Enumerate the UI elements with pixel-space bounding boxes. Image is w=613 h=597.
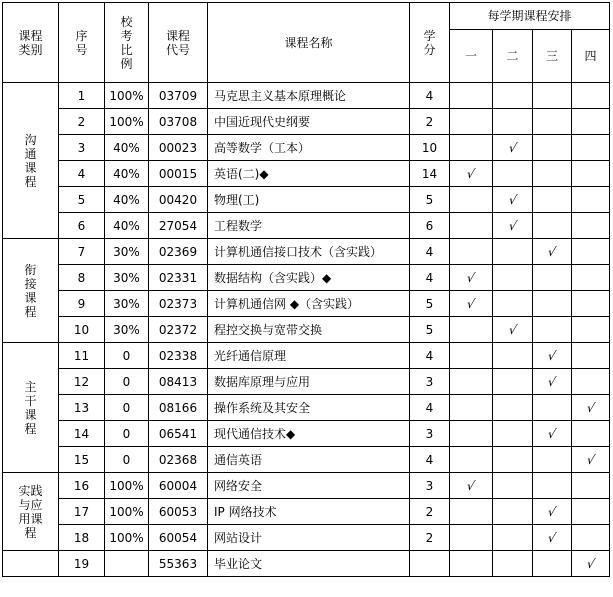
semester-3-cell — [533, 83, 572, 109]
semester-3-cell — [533, 291, 572, 317]
semester-1-cell — [450, 369, 493, 395]
check-mark-icon: √ — [507, 140, 518, 155]
semester-3-cell — [533, 473, 572, 499]
header-seq — [59, 3, 105, 83]
semester-4-cell — [572, 161, 610, 187]
course-credit: 4 — [410, 265, 450, 291]
check-mark-icon: √ — [465, 270, 477, 285]
semester-3-cell — [533, 525, 572, 551]
course-name: 网站设计 — [208, 525, 410, 551]
course-row — [3, 395, 610, 421]
course-name: IP 网络技术 — [208, 499, 410, 525]
course-seq: 11 — [59, 343, 105, 369]
check-mark-icon: √ — [546, 426, 558, 441]
semester-3-header: 三 — [533, 30, 572, 83]
course-ratio: 40% — [105, 213, 149, 239]
semester-2-cell — [493, 473, 533, 499]
course-ratio: 100% — [105, 499, 149, 525]
course-credit: 3 — [410, 369, 450, 395]
course-ratio: 30% — [105, 317, 149, 343]
course-ratio: 100% — [105, 473, 149, 499]
semester-3-cell — [533, 161, 572, 187]
course-code: 27054 — [149, 213, 208, 239]
course-name: 程控交换与宽带交换 — [208, 317, 410, 343]
course-name: 计算机通信网 ◆（含实践） — [208, 291, 410, 317]
course-seq: 10 — [59, 317, 105, 343]
semester-3-cell — [533, 135, 572, 161]
course-credit: 2 — [410, 525, 450, 551]
category-cell — [3, 551, 59, 577]
course-code: 02372 — [149, 317, 208, 343]
semester-4-cell — [572, 473, 610, 499]
semester-4-cell — [572, 343, 610, 369]
course-row — [3, 369, 610, 395]
check-mark-icon: √ — [585, 556, 596, 571]
course-name: 英语(二)◆ — [208, 161, 410, 187]
semester-1-cell — [450, 551, 493, 577]
check-mark-icon: √ — [546, 374, 558, 389]
semester-1-cell — [450, 317, 493, 343]
course-credit: 4 — [410, 343, 450, 369]
course-seq: 12 — [59, 369, 105, 395]
course-code: 03709 — [149, 83, 208, 109]
check-mark-icon: √ — [465, 166, 477, 181]
course-seq: 3 — [59, 135, 105, 161]
header-credit — [410, 3, 450, 83]
course-code: 00420 — [149, 187, 208, 213]
course-credit: 4 — [410, 447, 450, 473]
course-name: 中国近现代史纲要 — [208, 109, 410, 135]
course-row — [3, 551, 610, 577]
semester-3-cell — [533, 109, 572, 135]
course-name: 现代通信技术◆ — [208, 421, 410, 447]
course-seq: 14 — [59, 421, 105, 447]
course-name: 计算机通信接口技术（含实践） — [208, 239, 410, 265]
semester-2-cell — [493, 213, 533, 239]
course-code: 02338 — [149, 343, 208, 369]
course-name: 通信英语 — [208, 447, 410, 473]
course-code: 60054 — [149, 525, 208, 551]
semester-3-cell — [533, 317, 572, 343]
check-mark-icon: √ — [546, 244, 558, 259]
course-credit: 3 — [410, 421, 450, 447]
semester-4-cell — [572, 525, 610, 551]
course-row — [3, 135, 610, 161]
course-credit: 2 — [410, 499, 450, 525]
semester-4-cell — [572, 135, 610, 161]
semester-3-cell — [533, 395, 572, 421]
header-credit-text: 学分 — [423, 28, 436, 57]
semester-3-cell — [533, 343, 572, 369]
semester-1-cell — [450, 499, 493, 525]
course-name: 数据库原理与应用 — [208, 369, 410, 395]
course-row — [3, 265, 610, 291]
header-seq-text: 序号 — [75, 28, 88, 57]
course-code: 08413 — [149, 369, 208, 395]
header-category-text: 课程类别 — [18, 28, 43, 57]
course-seq: 5 — [59, 187, 105, 213]
semester-2-cell — [493, 239, 533, 265]
course-seq: 19 — [59, 551, 105, 577]
check-mark-icon: √ — [465, 296, 477, 311]
course-name: 网络安全 — [208, 473, 410, 499]
semester-2-cell — [493, 161, 533, 187]
course-ratio: 30% — [105, 265, 149, 291]
semester-2-cell — [493, 135, 533, 161]
course-ratio: 0 — [105, 447, 149, 473]
semester-4-cell — [572, 265, 610, 291]
course-seq: 15 — [59, 447, 105, 473]
course-credit: 14 — [410, 161, 450, 187]
course-code: 60004 — [149, 473, 208, 499]
semester-3-cell — [533, 369, 572, 395]
semester-2-cell — [493, 265, 533, 291]
header-row — [3, 3, 610, 30]
check-mark-icon: √ — [546, 348, 558, 363]
course-ratio: 100% — [105, 83, 149, 109]
category-label: 衔接课程 — [24, 262, 37, 319]
check-mark-icon: √ — [585, 400, 596, 415]
category-cell — [3, 239, 59, 343]
check-mark-icon: √ — [546, 504, 558, 519]
semester-1-cell — [450, 161, 493, 187]
semester-1-cell — [450, 239, 493, 265]
course-row — [3, 525, 610, 551]
semester-2-cell — [493, 83, 533, 109]
course-seq: 16 — [59, 473, 105, 499]
course-ratio: 40% — [105, 135, 149, 161]
course-code: 02368 — [149, 447, 208, 473]
semester-3-cell — [533, 265, 572, 291]
course-row — [3, 161, 610, 187]
course-name: 工程数学 — [208, 213, 410, 239]
category-label: 主干课程 — [24, 379, 37, 436]
course-row — [3, 291, 610, 317]
course-name: 毕业论文 — [208, 551, 410, 577]
header-code — [149, 3, 208, 83]
check-mark-icon: √ — [507, 218, 518, 233]
semester-4-cell — [572, 369, 610, 395]
course-row — [3, 239, 610, 265]
semester-3-cell — [533, 421, 572, 447]
category-label: 沟通课程 — [24, 132, 37, 189]
semester-4-cell — [572, 499, 610, 525]
course-seq: 1 — [59, 83, 105, 109]
semester-3-cell — [533, 239, 572, 265]
check-mark-icon: √ — [465, 478, 477, 493]
course-credit: 2 — [410, 109, 450, 135]
course-row — [3, 109, 610, 135]
semester-2-cell — [493, 395, 533, 421]
semester-2-cell — [493, 525, 533, 551]
course-seq: 2 — [59, 109, 105, 135]
semester-3-cell — [533, 499, 572, 525]
semester-1-cell — [450, 421, 493, 447]
course-name: 操作系统及其安全 — [208, 395, 410, 421]
course-code: 55363 — [149, 551, 208, 577]
semester-4-cell — [572, 421, 610, 447]
semester-1-cell — [450, 83, 493, 109]
course-row — [3, 83, 610, 109]
course-ratio: 0 — [105, 421, 149, 447]
course-credit: 6 — [410, 213, 450, 239]
semester-4-cell — [572, 395, 610, 421]
semester-4-cell — [572, 317, 610, 343]
course-code: 03708 — [149, 109, 208, 135]
course-credit: 10 — [410, 135, 450, 161]
semester-1-cell — [450, 473, 493, 499]
category-cell — [3, 473, 59, 551]
course-name: 光纤通信原理 — [208, 343, 410, 369]
category-cell — [3, 83, 59, 239]
semester-4-cell — [572, 109, 610, 135]
course-credit: 5 — [410, 187, 450, 213]
course-seq: 6 — [59, 213, 105, 239]
header-category — [3, 3, 59, 83]
course-seq: 13 — [59, 395, 105, 421]
course-seq: 4 — [59, 161, 105, 187]
semester-2-header: 二 — [493, 30, 533, 83]
semester-3-cell — [533, 447, 572, 473]
check-mark-icon: √ — [507, 192, 518, 207]
course-code: 02373 — [149, 291, 208, 317]
course-row — [3, 343, 610, 369]
course-code: 00023 — [149, 135, 208, 161]
header-name: 课程名称 — [208, 3, 410, 83]
course-ratio: 0 — [105, 369, 149, 395]
course-row — [3, 317, 610, 343]
semester-4-cell — [572, 83, 610, 109]
semester-2-cell — [493, 317, 533, 343]
semester-2-cell — [493, 551, 533, 577]
course-ratio: 100% — [105, 525, 149, 551]
semester-1-cell — [450, 213, 493, 239]
semester-1-cell — [450, 525, 493, 551]
semester-1-cell — [450, 187, 493, 213]
course-ratio: 0 — [105, 395, 149, 421]
semester-2-cell — [493, 187, 533, 213]
semester-1-cell — [450, 447, 493, 473]
semester-1-cell — [450, 135, 493, 161]
semester-4-cell — [572, 291, 610, 317]
course-credit: 5 — [410, 291, 450, 317]
course-row — [3, 447, 610, 473]
header-ratio-text: 校考比例 — [120, 14, 133, 71]
semester-4-cell — [572, 551, 610, 577]
course-ratio — [105, 551, 149, 577]
semester-4-header: 四 — [572, 30, 610, 83]
course-credit: 5 — [410, 317, 450, 343]
course-code: 02369 — [149, 239, 208, 265]
header-code-text: 课程代号 — [165, 28, 190, 57]
course-code: 02331 — [149, 265, 208, 291]
course-seq: 17 — [59, 499, 105, 525]
course-row — [3, 187, 610, 213]
semester-3-cell — [533, 551, 572, 577]
semester-4-cell — [572, 213, 610, 239]
semester-3-cell — [533, 187, 572, 213]
semester-4-cell — [572, 447, 610, 473]
check-mark-icon: √ — [585, 452, 596, 467]
semester-4-cell — [572, 187, 610, 213]
course-ratio: 0 — [105, 343, 149, 369]
semester-1-cell — [450, 291, 493, 317]
semester-2-cell — [493, 369, 533, 395]
course-ratio: 100% — [105, 109, 149, 135]
course-credit: 4 — [410, 395, 450, 421]
course-ratio: 40% — [105, 187, 149, 213]
course-credit — [410, 551, 450, 577]
course-schedule-table — [2, 2, 610, 577]
course-credit: 3 — [410, 473, 450, 499]
header-schedule-title: 每学期课程安排 — [450, 3, 610, 30]
semester-2-cell — [493, 109, 533, 135]
course-seq: 8 — [59, 265, 105, 291]
semester-1-cell — [450, 343, 493, 369]
semester-2-cell — [493, 447, 533, 473]
course-credit: 4 — [410, 239, 450, 265]
course-name: 数据结构（含实践）◆ — [208, 265, 410, 291]
course-credit: 4 — [410, 83, 450, 109]
course-code: 08166 — [149, 395, 208, 421]
semester-1-cell — [450, 109, 493, 135]
semester-2-cell — [493, 343, 533, 369]
semester-4-cell — [572, 239, 610, 265]
semester-1-header: 一 — [450, 30, 493, 83]
semester-3-cell — [533, 213, 572, 239]
course-ratio: 30% — [105, 291, 149, 317]
semester-1-cell — [450, 395, 493, 421]
category-label: 实践与应用课程 — [18, 483, 43, 540]
course-ratio: 30% — [105, 239, 149, 265]
header-ratio — [105, 3, 149, 83]
semester-2-cell — [493, 421, 533, 447]
course-name: 马克思主义基本原理概论 — [208, 83, 410, 109]
course-code: 00015 — [149, 161, 208, 187]
course-row — [3, 473, 610, 499]
check-mark-icon: √ — [546, 530, 558, 545]
course-name: 高等数学（工本） — [208, 135, 410, 161]
category-cell — [3, 343, 59, 473]
course-row — [3, 213, 610, 239]
course-seq: 9 — [59, 291, 105, 317]
course-seq: 7 — [59, 239, 105, 265]
semester-2-cell — [493, 499, 533, 525]
course-code: 06541 — [149, 421, 208, 447]
course-code: 60053 — [149, 499, 208, 525]
semester-2-cell — [493, 291, 533, 317]
course-seq: 18 — [59, 525, 105, 551]
course-row — [3, 499, 610, 525]
check-mark-icon: √ — [507, 322, 518, 337]
semester-1-cell — [450, 265, 493, 291]
course-name: 物理(工) — [208, 187, 410, 213]
course-ratio: 40% — [105, 161, 149, 187]
course-row — [3, 421, 610, 447]
